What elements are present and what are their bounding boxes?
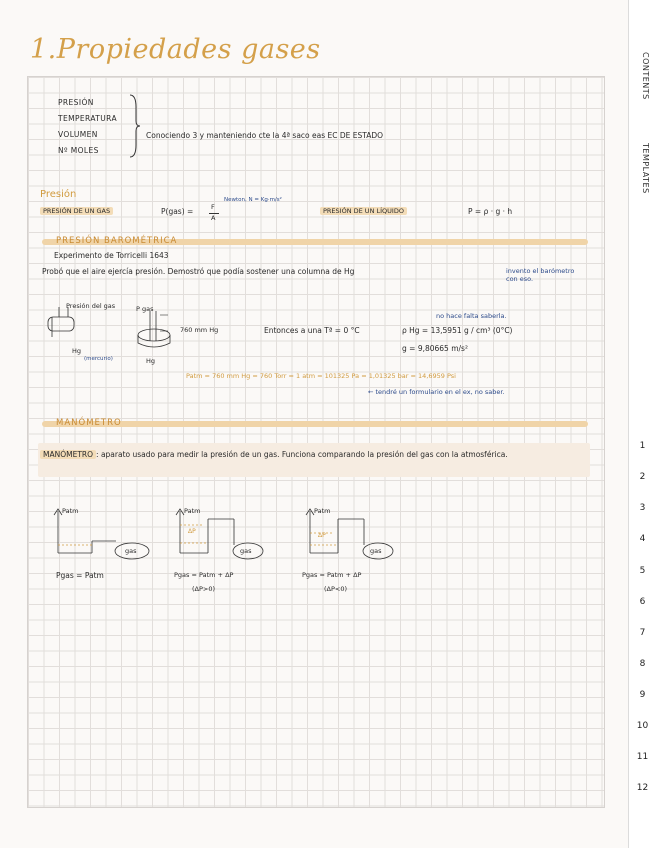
diag1-patm: Patm	[62, 507, 79, 515]
gas-formula-lhs: P(gas) =	[161, 207, 194, 216]
no-hace-falta: no hace falta saberla.	[436, 312, 507, 320]
gas-pressure-label: PRESIÓN DE UN GAS	[40, 208, 113, 215]
experiment-title: Experimento de Torricelli 1643	[54, 251, 169, 260]
tab-templates[interactable]: TEMPLATES	[641, 143, 650, 194]
manometro-definition: MANÓMETRO : aparato usado para medir la presión de un gas. Funciona comparando la presión del gas con la atmosférica.	[40, 448, 580, 462]
page-link-8[interactable]: 8	[639, 659, 646, 669]
brace-icon	[128, 93, 142, 159]
page-link-11[interactable]: 11	[636, 752, 649, 762]
torricelli-diagram	[42, 301, 202, 371]
liquid-formula: P = ρ · g · h	[468, 207, 513, 216]
diag2-gas: gas	[240, 547, 252, 555]
diag2-patm: Patm	[184, 507, 201, 515]
grid-paper	[27, 76, 605, 808]
diag-760: 760 mm Hg	[180, 326, 219, 334]
page-link-12[interactable]: 12	[636, 783, 649, 793]
torricelli-text: Probó que el aire ejercía presión. Demostró que podía sostener una columna de Hg	[42, 267, 355, 276]
gravity-value: g = 9,80665 m/s²	[402, 344, 468, 353]
diag-hg: Hg	[72, 347, 82, 355]
manometro-heading: MANÓMETRO	[56, 418, 122, 428]
page-link-9[interactable]: 9	[639, 690, 646, 700]
diag2-delta: ΔP	[188, 528, 196, 535]
gas-formula-den: A	[211, 214, 216, 222]
newton-note: Newton, N = Kg·m/s²	[224, 197, 282, 203]
diag1-gas: gas	[125, 547, 137, 555]
diag-p-gas: P gas	[136, 305, 154, 313]
diag2-equation: Pgas = Patm + ΔP	[174, 571, 234, 579]
page-link-10[interactable]: 10	[636, 721, 649, 731]
var-moles: Nº MOLES	[58, 146, 99, 155]
var-presion: PRESIÓN	[58, 98, 94, 107]
page-link-3[interactable]: 3	[639, 503, 646, 513]
var-volumen: VOLUMEN	[58, 130, 98, 139]
page-link-5[interactable]: 5	[639, 566, 646, 576]
entonces-text: Entonces a una Tª = 0 °C	[264, 326, 360, 335]
page-link-1[interactable]: 1	[639, 441, 646, 451]
gas-formula-num: F	[211, 203, 215, 211]
tab-contents[interactable]: CONTENTS	[641, 52, 650, 100]
mercury-density: ρ Hg = 13,5951 g / cm³ (0°C)	[402, 326, 513, 335]
diag-presion-gas: Presión del gas	[66, 302, 116, 310]
barometer-note: invento el barómetro con eso.	[506, 267, 575, 284]
liquid-pressure-label: PRESIÓN DE UN LÍQUIDO	[320, 208, 407, 215]
diag-mercurio: (mercurio)	[84, 356, 113, 362]
formulario-note: ← tendré un formulario en el ex, no saber.	[368, 388, 505, 396]
diag1-equation: Pgas = Patm	[56, 571, 104, 580]
page-link-2[interactable]: 2	[639, 472, 646, 482]
intro-note: Conociendo 3 y manteniendo cte la 4ª saco eas EC DE ESTADO	[146, 131, 384, 140]
diag2-cond: (ΔP>0)	[192, 585, 216, 593]
diag3-patm: Patm	[314, 507, 331, 515]
barometrica-heading: PRESIÓN BAROMÉTRICA	[56, 236, 178, 246]
pressure-equivalence: Patm = 760 mm Hg = 760 Torr = 1 atm = 101325 Pa = 1,01325 bar = 14,6959 Psi	[186, 372, 456, 380]
diag3-equation: Pgas = Patm + ΔP	[302, 571, 362, 579]
diag3-cond: (ΔP<0)	[324, 585, 348, 593]
diag3-gas: gas	[370, 547, 382, 555]
page-link-7[interactable]: 7	[639, 628, 646, 638]
presion-heading: Presión	[40, 189, 77, 200]
page-title: 1.Propiedades gases	[30, 34, 321, 65]
var-temperatura: TEMPERATURA	[58, 114, 118, 123]
diag-hg-2: Hg	[146, 357, 156, 365]
section-band-2	[42, 421, 588, 427]
page-link-4[interactable]: 4	[639, 534, 646, 544]
sidebar	[628, 0, 655, 848]
page-link-6[interactable]: 6	[639, 597, 646, 607]
diag3-delta: ΔP	[318, 532, 326, 539]
